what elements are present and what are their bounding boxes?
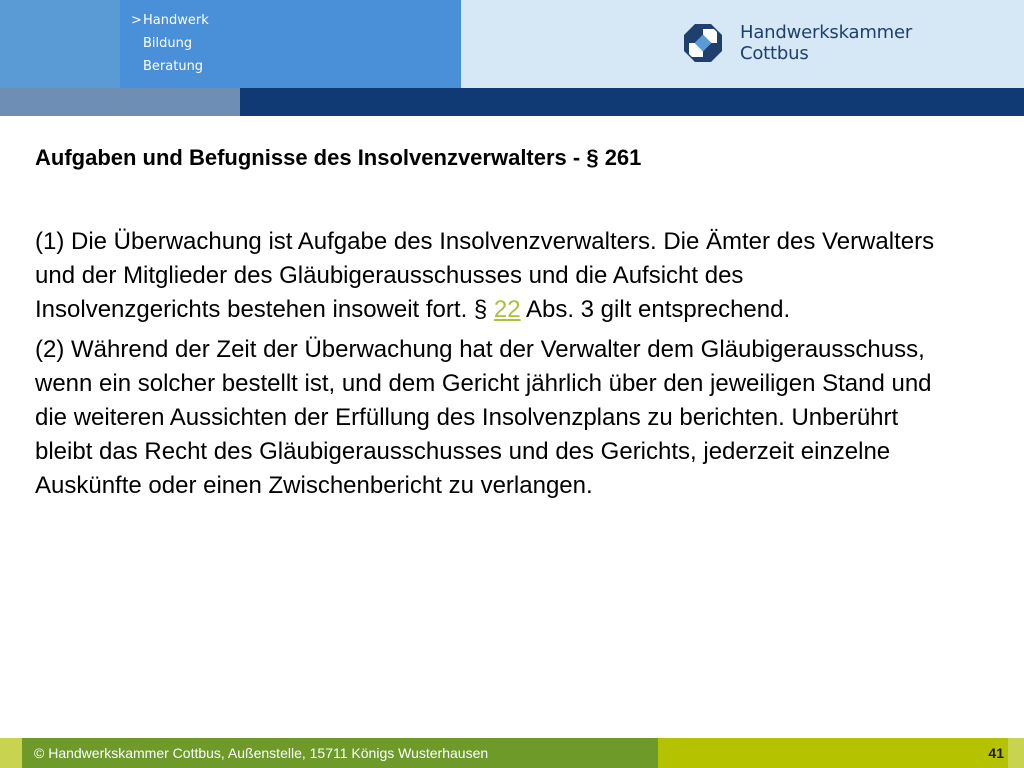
nav-item-label: Bildung	[143, 36, 193, 51]
nav-item-label: Beratung	[143, 59, 204, 74]
slide-content	[35, 225, 935, 509]
slide-title: Aufgaben und Befugnisse des Insolvenzverwalters - § 261	[35, 145, 642, 170]
logo-line-2: Cottbus	[740, 43, 809, 64]
header-left-block	[0, 0, 120, 88]
nav-item-handwerk[interactable]	[131, 9, 209, 32]
header-nav	[131, 9, 209, 78]
section-22-link[interactable]: 22	[493, 296, 521, 323]
page-number: 41	[988, 745, 1004, 761]
footer-copyright: © Handwerkskammer Cottbus, Außenstelle, 15711 Königs Wusterhausen	[34, 745, 489, 761]
nav-item-bildung[interactable]	[131, 32, 209, 55]
handwerkskammer-logo-icon	[684, 24, 722, 62]
header-band-dark	[240, 88, 1024, 116]
chevron-right-icon: >	[131, 13, 142, 28]
organization-logo-text	[740, 22, 912, 64]
nav-item-label: Handwerk	[143, 13, 209, 28]
paragraph-2: (2) Während der Zeit der Überwachung hat der Verwalter dem Gläubigerausschuss, wenn ein solcher bestellt ist, und dem Gericht jährlich über den jeweiligen Stand und die weiteren Aussichten der Erfüllung des Insolvenzplans zu berichten. Unberührt bleibt das Recht des Gläubigerausschusses und des Gerichts, jederzeit einzelne Auskünfte oder einen Zwischenbericht zu verlangen.	[35, 336, 932, 499]
header-band-light	[0, 88, 240, 116]
nav-item-beratung[interactable]	[131, 55, 209, 78]
paragraph-1-text-a: (1) Die Überwachung ist Aufgabe des Insolvenzverwalters. Die Ämter des Verwalters und der Mitglieder des Gläubigerausschusses und die Aufsicht des Insolvenzgerichts bestehen insoweit fort. §	[35, 228, 935, 323]
footer-cap-left	[0, 738, 22, 768]
footer-cap-right	[1008, 738, 1024, 768]
paragraph-1-text-b: Abs. 3 gilt entsprechend.	[520, 296, 791, 323]
logo-line-1: Handwerkskammer	[740, 22, 913, 43]
paragraph-1	[35, 225, 935, 327]
footer-bar-lime	[658, 738, 1024, 768]
